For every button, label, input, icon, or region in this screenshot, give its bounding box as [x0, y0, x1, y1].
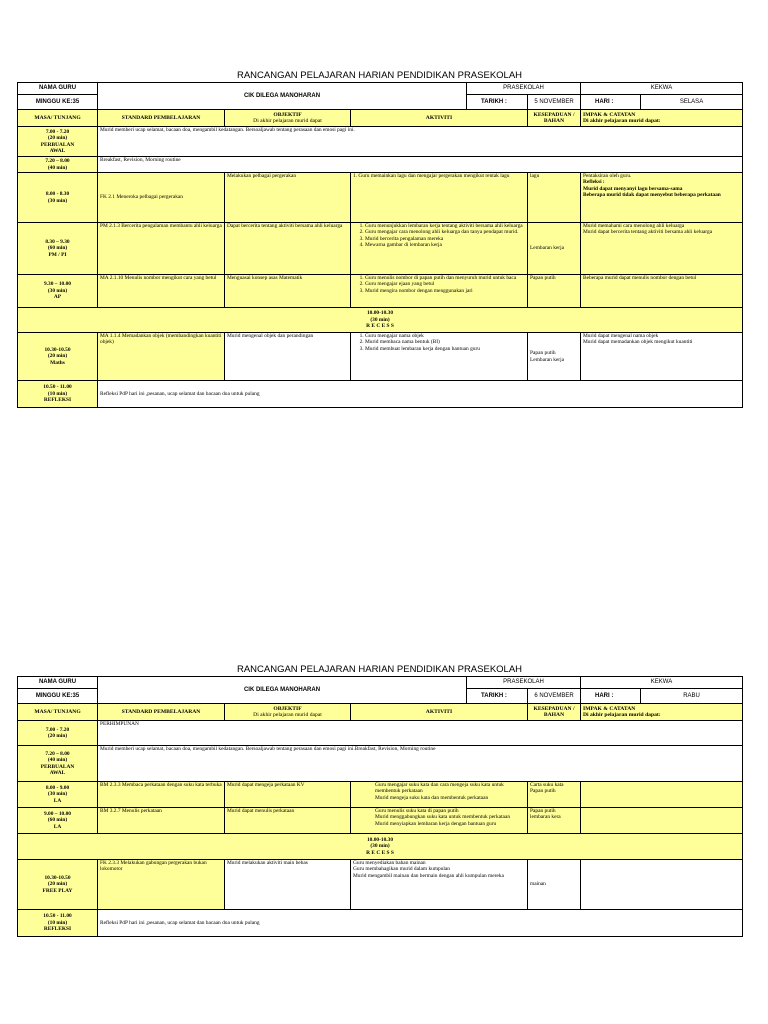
time-cell: 9.30 – 10.00 (30 min) AP [18, 275, 98, 308]
aktiviti-item: 4. Mewarna gambar di lembaran kerja [365, 242, 525, 248]
row-text: Breakfast, Revision, Morning routine [98, 157, 743, 173]
standard-cell: PM 2.1.3 Bercerita pengalaman membantu ahli keluarga [98, 223, 225, 275]
kesepaduan-cell [528, 782, 581, 808]
aktiviti-item: 2. Murid membaca nama bentuk (BI) [365, 339, 525, 345]
impak-line: Pentaksiran oleh guru. [583, 173, 632, 179]
time-cell: 7.00 - 7.20 (20 min) [18, 721, 98, 746]
col-impak [581, 704, 743, 721]
objektif-cell: Dapat bercerita tentang aktiviti bersama ahli keluarga [225, 223, 351, 275]
lesson-plan-table [17, 82, 743, 408]
aktiviti-item: 3. Murid membuat lembaran kerja dengan bantuan guru [365, 346, 525, 352]
kesepaduan-cell: Lembaran kerja [528, 223, 581, 275]
row-text: Refleksi PdP hari ini ,pesanan, ucap selamat dan bacaan doa untuk pulang [98, 910, 743, 937]
aktiviti-cell [351, 860, 528, 910]
class-name: KEKWA [581, 83, 743, 95]
aktiviti-cell [351, 275, 528, 308]
standard-cell: BM 2.3.3 Membaca perkataan dengan suku kata terbuka [98, 782, 225, 808]
impak-cell [581, 782, 743, 808]
kesepaduan-line: Papan putih [530, 788, 556, 795]
col-kesepaduan: KESEPADUAN / BAHAN [528, 110, 581, 127]
aktiviti-item: 1. Guru mengajar nama objek [365, 333, 525, 339]
aktiviti-item: 3. Murid mengira nombor dengan menggunakan jari [365, 288, 525, 294]
col-standard: STANDARD PEMBELAJARAN [98, 110, 225, 127]
row-text: Murid memberi ucap selamat, bacaan doa, mengambil kedatangan. Bersoaljawab tentang perasaan dan emosi pagi ini. [98, 127, 743, 157]
recess-row: 10.00-10.30 (30 min) R E C E S S [18, 308, 743, 333]
impak-line: Murid dapat mengenal nama objek [583, 333, 659, 339]
standard-cell: MA 2.1.10 Menulis nombor mengikut cara yang betul [98, 275, 225, 308]
time-cell: 10.50 - 11.00 (10 min) REFLEKSI [18, 910, 98, 937]
objektif-cell: Murid dapat menulis perkataan [225, 808, 351, 834]
impak-line: Beberapa murid tidak dapat menyebut beberapa perkataan [583, 192, 721, 199]
kesepaduan-line: lembaran kera [530, 814, 561, 821]
col-standard: STANDARD PEMBELAJARAN [98, 704, 225, 721]
hari-value: SELASA [641, 95, 743, 110]
impak-line: Murid dapat memadankan objek mengikut kuantiti [583, 339, 693, 346]
tarikh-label: TARIKH : [467, 95, 528, 110]
impak-cell [581, 223, 743, 275]
row-text: PERHIMPUNAN [98, 721, 743, 746]
col-objektif [225, 110, 351, 127]
aktiviti-item: 2. Guru mengajar cara menolong ahli keluarga dan tanya pendapat murid. [365, 229, 525, 235]
col-objektif-sub: Di akhir pelajaran murid dapat [253, 712, 322, 718]
kesepaduan-cell [528, 333, 581, 381]
aktiviti-cell [351, 808, 528, 834]
plan-title: RANCANGAN PELAJARAN HARIAN PENDIDIKAN PRASEKOLAH [236, 664, 523, 675]
tarikh-value: 6 NOVEMBER [528, 689, 581, 704]
impak-line: Murid dapat menyanyi lagu bersama-sama [583, 185, 683, 192]
aktiviti-cell [351, 223, 528, 275]
col-objektif-title: OBJEKTIF [273, 706, 302, 712]
row-text: Refleksi PdP hari ini ,pesanan, ucap selamat dan bacaan doa untuk pulang [98, 381, 743, 408]
hari-label: HARI : [581, 689, 641, 704]
impak-line: Murid memahami cara menolong ahli keluarga [583, 223, 685, 229]
aktiviti-item: Murid menyiapkan lembaran kerja dengan bantuan guru [375, 820, 497, 827]
aktiviti-cell: 1. Guru memainkan lagu dan mengajar pergerakan mengikut rentak lagu [351, 173, 528, 223]
nama-guru-label: NAMA GURU [18, 677, 98, 689]
time-cell: 7.20 – 8.00 (40 min) [18, 157, 98, 173]
objektif-cell: Melakukan pelbagai pergerakan [225, 173, 351, 223]
col-masa: MASA/ TUNJANG [18, 704, 98, 721]
time-cell: 10.50 - 11.00 (10 min) REFLEKSI [18, 381, 98, 408]
aktiviti-cell [351, 782, 528, 808]
aktiviti-item: Guru mengajar suku kata dan cara mengeja suku kata untuk membentuk perkataan [375, 782, 504, 795]
objektif-cell: Murid dapat mengeja perkataan KV [225, 782, 351, 808]
col-aktiviti: AKTIVITI [351, 110, 528, 127]
aktiviti-item: 1. Guru menulis nombor di papan putih dan menyuruh murid untuk baca [365, 275, 525, 281]
kesepaduan-line: Lembaran kerja [530, 356, 564, 363]
tarikh-value: 5 NOVEMBER [528, 95, 581, 110]
time-cell: 7.00 - 7.20 (20 min) PERBUALAN AWAL [18, 127, 98, 157]
standard-cell: BM 3.2.7 Menulis perkataan [98, 808, 225, 834]
minggu-label: MINGGU KE:35 [18, 95, 98, 110]
col-objektif [225, 704, 351, 721]
nama-guru-label: NAMA GURU [18, 83, 98, 95]
impak-cell [581, 808, 743, 834]
teacher-name: CIK DILEGA MANOHARAN [98, 677, 467, 704]
hari-label: HARI : [581, 95, 641, 110]
time-cell: 10.30-10.50 (20 min) FREE PLAY [18, 860, 98, 910]
time-cell: 7.20 – 8.00 (40 min) PERBUALAN AWAL [18, 746, 98, 782]
col-objektif-sub: Di akhir pelajaran murid dapat [253, 118, 322, 124]
col-masa: MASA/ TUNJANG [18, 110, 98, 127]
time-cell: 10.30-10.50 (20 min) Maths [18, 333, 98, 381]
col-impak-title: IMPAK & CATATAN [583, 706, 636, 712]
aktiviti-item: 2. Guru mengajar ejaan yang betul [365, 281, 525, 287]
prasekolah-label: PRASEKOLAH [467, 677, 581, 689]
col-objektif-title: OBJEKTIF [273, 112, 302, 118]
col-impak [581, 110, 743, 127]
recess-row: 10.00-10.30 (30 min) R E C E S S [18, 834, 743, 860]
time-cell: 8.30 – 9.30 (60 min) PM / PI [18, 223, 98, 275]
aktiviti-item: Murid mengeja suku kata dan membentuk perkataan [375, 794, 489, 801]
kesepaduan-line: Papan putih [530, 808, 556, 814]
kesepaduan-cell [528, 808, 581, 834]
minggu-label: MINGGU KE:35 [18, 689, 98, 704]
lesson-plan-2 [17, 663, 742, 937]
standard-cell: FK 2.1 Meneroka pelbagai pergerakan [98, 173, 225, 223]
lesson-plan-1 [17, 69, 742, 408]
aktiviti-item: Murid menggabungkan suku kata untuk membentuk perkataan [375, 814, 511, 821]
impak-line: Murid dapat bercerita tentang aktiviti bersama ahli keluarga [583, 229, 713, 236]
teacher-name: CIK DILEGA MANOHARAN [98, 83, 467, 110]
col-aktiviti: AKTIVITI [351, 704, 528, 721]
aktiviti-item: Guru menulis suku kata di papan putih [375, 808, 459, 814]
col-impak-title: IMPAK & CATATAN [583, 112, 636, 118]
impak-line: Refleksi : [583, 179, 605, 186]
col-impak-sub: Di akhir pelajaran murid dapat: [583, 712, 661, 718]
time-cell: 8.00 - 9.00 (30 min) LA [18, 782, 98, 808]
kesepaduan-cell: lagu [528, 173, 581, 223]
time-cell: 8.00 - 8.30 (30 min) [18, 173, 98, 223]
objektif-cell: Menguasai konsep asas Matematik [225, 275, 351, 308]
kesepaduan-line: Carta suku kata [530, 782, 564, 788]
impak-cell [581, 173, 743, 223]
lesson-plan-table [17, 676, 743, 937]
tarikh-label: TARIKH : [467, 689, 528, 704]
kesepaduan-cell: mainan [528, 860, 581, 910]
aktiviti-item: 1. Guru menunjukkan lembaran kerja tentang aktiviti bersama ahli keluarga [365, 223, 525, 229]
time-cell: 9.00 – 10.00 (60 min) LA [18, 808, 98, 834]
impak-cell [581, 860, 743, 910]
kesepaduan-cell: Papan putih [528, 275, 581, 308]
aktiviti-item: Guru membahagikan murid dalam kumpulan [353, 866, 451, 873]
kesepaduan-line: Papan putih [530, 350, 556, 357]
aktiviti-item: Guru menyediakan bahan mainan [353, 860, 426, 866]
impak-cell: Beberapa murid dapat menulis nombor dengan betul [581, 275, 743, 308]
aktiviti-item: 3. Murid bercerita pengalaman mereka [365, 236, 525, 242]
class-name: KEKWA [581, 677, 743, 689]
row-text: Murid memberi ucap selamat, bacaan doa, mengambil kedatangan. Bersoaljawab tentang perasaan dan emosi pagi ini.Breakfast, Revision, Morning routine [98, 746, 743, 782]
col-impak-sub: Di akhir pelajaran murid dapat: [583, 118, 661, 124]
standard-cell: MA 1.1.4 Memadankan objek (membandingkan kuantiti objek) [98, 333, 225, 381]
objektif-cell: Murid melakukan aktiviti main bebas [225, 860, 351, 910]
hari-value: RABU [641, 689, 743, 704]
plan-title: RANCANGAN PELAJARAN HARIAN PENDIDIKAN PRASEKOLAH [236, 70, 523, 81]
aktiviti-cell [351, 333, 528, 381]
objektif-cell: Murid mengenal objek dan perandingan [225, 333, 351, 381]
col-kesepaduan: KESEPADUAN / BAHAN [528, 704, 581, 721]
standard-cell: FK 2.3.3 Melakukan gabungan pergerakan bukan lokomotor [98, 860, 225, 910]
impak-cell [581, 333, 743, 381]
prasekolah-label: PRASEKOLAH [467, 83, 581, 95]
aktiviti-item: Murid mengambil mainan dan bermain dengan ahli kumpulan mereka [353, 872, 504, 879]
